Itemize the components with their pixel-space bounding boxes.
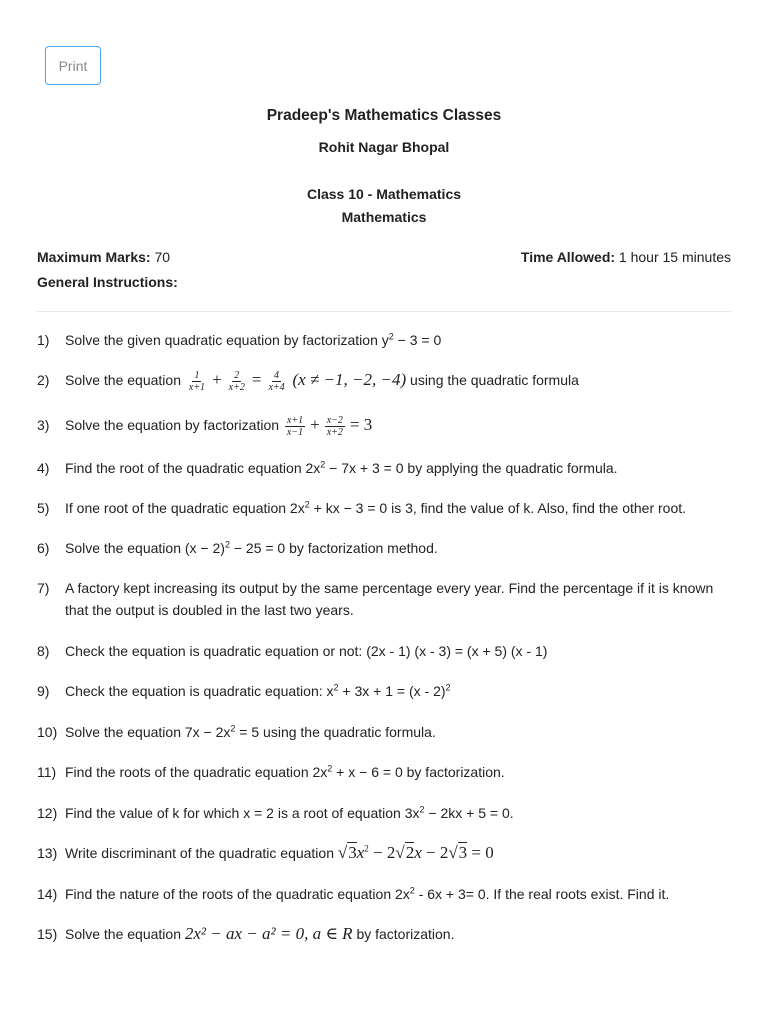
question-12: 12) Find the value of k for which x = 2 is a root of equation $3x^2 - 2kx + 5 = 0$. [37, 804, 514, 821]
print-button[interactable]: Print [45, 46, 101, 85]
time-allowed: Time Allowed: 1 hour 15 minutes [520, 249, 731, 265]
question-9: 9) Check the equation is quadratic equation: $x^2 + 3x + 1 = (x - 2)^2$ [37, 682, 451, 699]
question-5: 5) If one root of the quadratic equation $2x^2$ + kx − 3 = 0 is 3, find the value of k. Also, find the other root. [37, 499, 687, 516]
class-title: Class 10 - Mathematics [306, 186, 462, 202]
question-6: 6) Solve the equation $(x - 2)^2 - 25 = 0$ by factorization method. [37, 539, 438, 556]
max-marks: Maximum Marks: 70 [37, 249, 171, 265]
exam-meta [37, 249, 731, 265]
question-11: 11) Find the roots of the quadratic equation $2x^2 + x - 6 = 0$ by factorization. [37, 763, 505, 780]
question-8: 8) Check the equation is quadratic equation or not: (2x - 1) (x - 3) = (x + 5) (x - 1) [37, 643, 548, 659]
question-14: 14) Find the nature of the roots of the quadratic equation $2x^2 - 6x + 3= 0$. If the real roots exist. Find it. [37, 885, 670, 902]
general-instructions: General Instructions: [37, 274, 178, 290]
question-7: 7) A factory kept increasing its output by the same percentage every year. Find the percentage if it is known that the output is doubled in the last two years. [37, 580, 714, 618]
divider [37, 311, 731, 312]
school-name: Pradeep's Mathematics Classes [266, 107, 502, 124]
question-15: 15) Solve the equation 2x² − ax − a² = 0, a ∈ R by factorization. [37, 924, 455, 943]
school-address: Rohit Nagar Bhopal [318, 139, 450, 155]
question-10: 10) Solve the equation $7x - 2x^2 = 5$ using the quadratic formula. [37, 723, 436, 740]
question-1: 1) Solve the given quadratic equation by factorization $y^2 - 3 = 0$ [37, 331, 442, 348]
question-3: 3) Solve the equation by factorization $\frac{x+1}{x-1}$ + $\frac{x-2}{x+2}$ = 3 [37, 414, 373, 438]
question-4: 4) Find the root of the quadratic equation $2x^2 - 7x + 3 = 0$ by applying the quadratic formula. [37, 459, 618, 476]
subject-title: Mathematics [341, 209, 427, 225]
question-13: 13) Write discriminant of the quadratic equation $√3x^2 - 2√2x - 2√3 = 0$ [37, 843, 494, 862]
question-2: 2) Solve the equation $\frac{1}{x+1}$ + $\frac{2}{x+2}$ = $\frac{4}{x+4}$ (x ≠ −1, −2, −4) using the quadratic formula [37, 369, 579, 393]
